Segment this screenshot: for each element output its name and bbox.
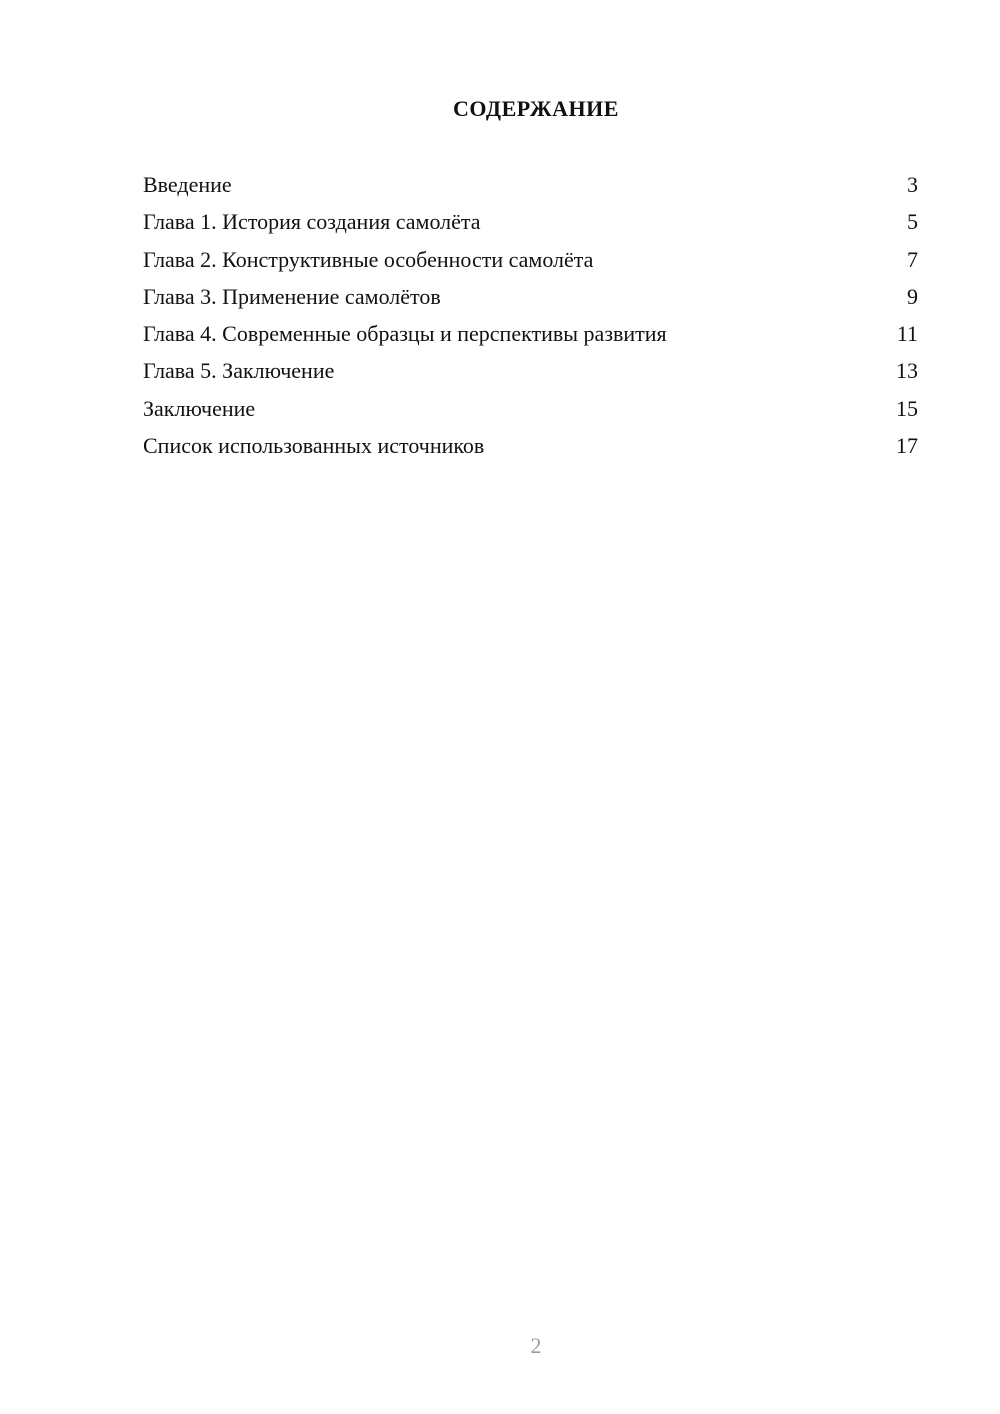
toc-entry-page: 17 xyxy=(896,433,918,459)
toc-entry-label: Глава 2. Конструктивные особенности самолёта xyxy=(143,246,594,272)
toc-entry-chapter-5[interactable] xyxy=(143,356,918,393)
toc-entry-label: Введение xyxy=(143,172,232,197)
toc-entry-page: 7 xyxy=(907,246,918,272)
page-title: СОДЕРЖАНИЕ xyxy=(453,96,619,121)
toc-entry-label: Заключение xyxy=(143,395,256,421)
toc-entry-page: 5 xyxy=(907,209,918,235)
toc-entry-chapter-4[interactable] xyxy=(143,319,918,356)
toc-entry-label: Глава 4. Современные образцы и перспективы развития xyxy=(143,321,667,347)
page-number: 2 xyxy=(530,1333,542,1358)
toc-entry-conclusion[interactable] xyxy=(143,394,918,431)
toc-entry-page: 11 xyxy=(896,321,918,347)
table-of-contents xyxy=(143,170,918,468)
toc-entry-label: Глава 5. Заключение xyxy=(143,358,335,384)
toc-entry-chapter-3[interactable] xyxy=(143,282,918,319)
toc-entry-introduction[interactable] xyxy=(143,170,918,207)
toc-entry-label: Список использованных источников xyxy=(143,433,485,459)
toc-entry-page: 3 xyxy=(907,172,918,197)
toc-entry-page: 15 xyxy=(896,395,918,421)
toc-entry-chapter-2[interactable] xyxy=(143,245,918,282)
toc-entry-references[interactable] xyxy=(143,431,918,468)
toc-entry-label: Глава 3. Применение самолётов xyxy=(143,283,441,309)
toc-entry-page: 9 xyxy=(907,283,918,309)
toc-entry-page: 13 xyxy=(896,358,918,384)
toc-entry-chapter-1[interactable] xyxy=(143,207,918,244)
toc-entry-label: Глава 1. История создания самолёта xyxy=(143,209,481,235)
